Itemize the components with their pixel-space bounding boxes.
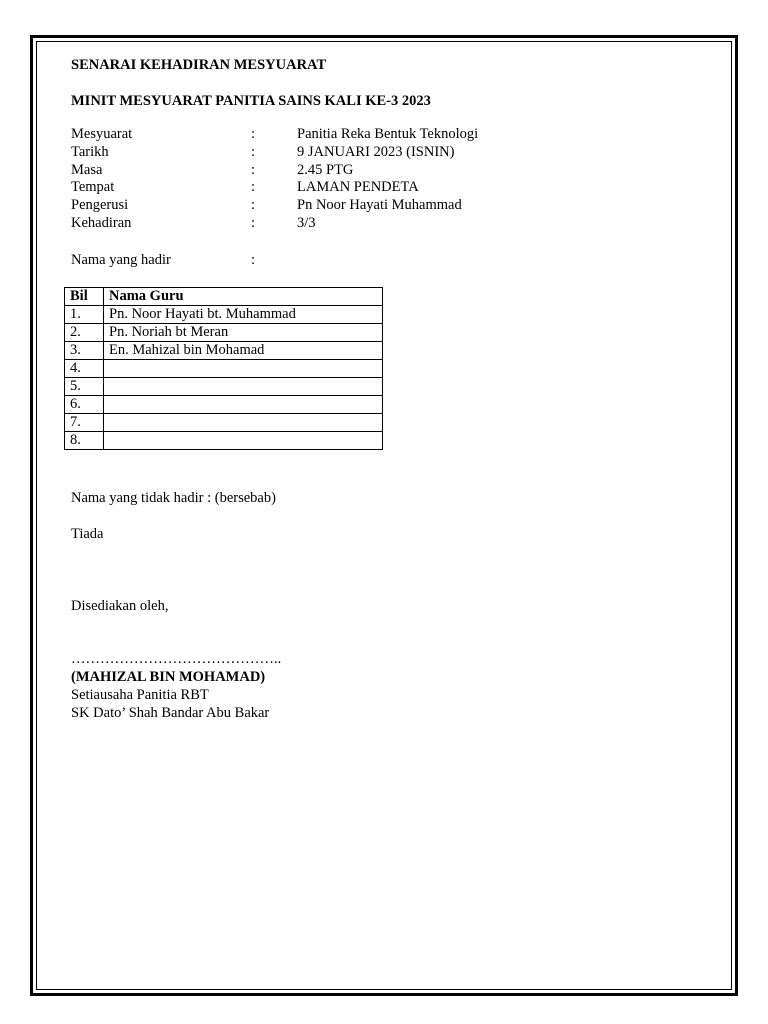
info-row-masa [71,162,631,180]
cell-bil: 3. [65,342,104,360]
signer-school: SK Dato’ Shah Bandar Abu Bakar [71,705,270,721]
cell-name [104,432,383,450]
absent-value: Tiada [71,526,104,542]
info-label: Masa [71,161,103,178]
prepared-by-label: Disediakan oleh, [71,598,169,614]
table-row [65,342,383,360]
table-row [65,324,383,342]
cell-bil: 7. [65,414,104,432]
table-row [65,378,383,396]
table-row [65,396,383,414]
info-row-kehadiran [71,215,631,233]
table-row [65,360,383,378]
attendance-table [64,287,383,450]
info-colon: : [251,161,256,178]
info-colon: : [251,214,256,231]
cell-name [104,396,383,414]
absent-label: Nama yang tidak hadir : (bersebab) [71,490,276,506]
info-label: Pengerusi [71,197,129,214]
present-label: Nama yang hadir [71,252,171,268]
info-row-mesyuarat [71,126,631,144]
cell-name [104,360,383,378]
document-subtitle: MINIT MESYUARAT PANITIA SAINS KALI KE-3 2023 [71,93,431,109]
cell-bil: 1. [65,306,104,324]
cell-bil: 5. [65,378,104,396]
cell-bil: 2. [65,324,104,342]
cell-bil: 6. [65,396,104,414]
cell-name: Pn. Noor Hayati bt. Muhammad [104,306,383,324]
info-value: 2.45 PTG [297,161,354,178]
info-value: Pn Noor Hayati Muhammad [297,197,462,214]
cell-bil: 8. [65,432,104,450]
info-colon: : [251,143,256,160]
meeting-info [71,126,631,233]
cell-name: Pn. Noriah bt Meran [104,324,383,342]
info-row-tarikh [71,144,631,162]
cell-name [104,378,383,396]
info-label: Mesyuarat [71,126,133,142]
present-row [71,251,371,269]
info-value: 9 JANUARI 2023 (ISNIN) [297,143,455,160]
info-value: LAMAN PENDETA [297,179,419,196]
present-colon: : [251,252,256,268]
info-colon: : [251,126,256,142]
info-colon: : [251,197,256,214]
header-bil: Bil [65,288,104,306]
table-row [65,306,383,324]
cell-name [104,414,383,432]
table-row [65,432,383,450]
cell-bil: 4. [65,360,104,378]
document-title: SENARAI KEHADIRAN MESYUARAT [71,57,327,73]
info-colon: : [251,179,256,196]
signature-line: …………………………………….. [71,651,282,667]
info-label: Kehadiran [71,214,132,231]
info-row-tempat [71,179,631,197]
table-row [65,414,383,432]
info-row-pengerusi [71,197,631,215]
info-value: 3/3 [297,214,316,231]
info-label: Tempat [71,179,115,196]
signer-name: (MAHIZAL BIN MOHAMAD) [71,669,266,685]
info-label: Tarikh [71,143,109,160]
info-value: Panitia Reka Bentuk Teknologi [297,126,479,142]
header-nama-guru: Nama Guru [104,288,383,306]
cell-name: En. Mahizal bin Mohamad [104,342,383,360]
signer-role: Setiausaha Panitia RBT [71,687,209,703]
table-header-row [65,288,383,306]
